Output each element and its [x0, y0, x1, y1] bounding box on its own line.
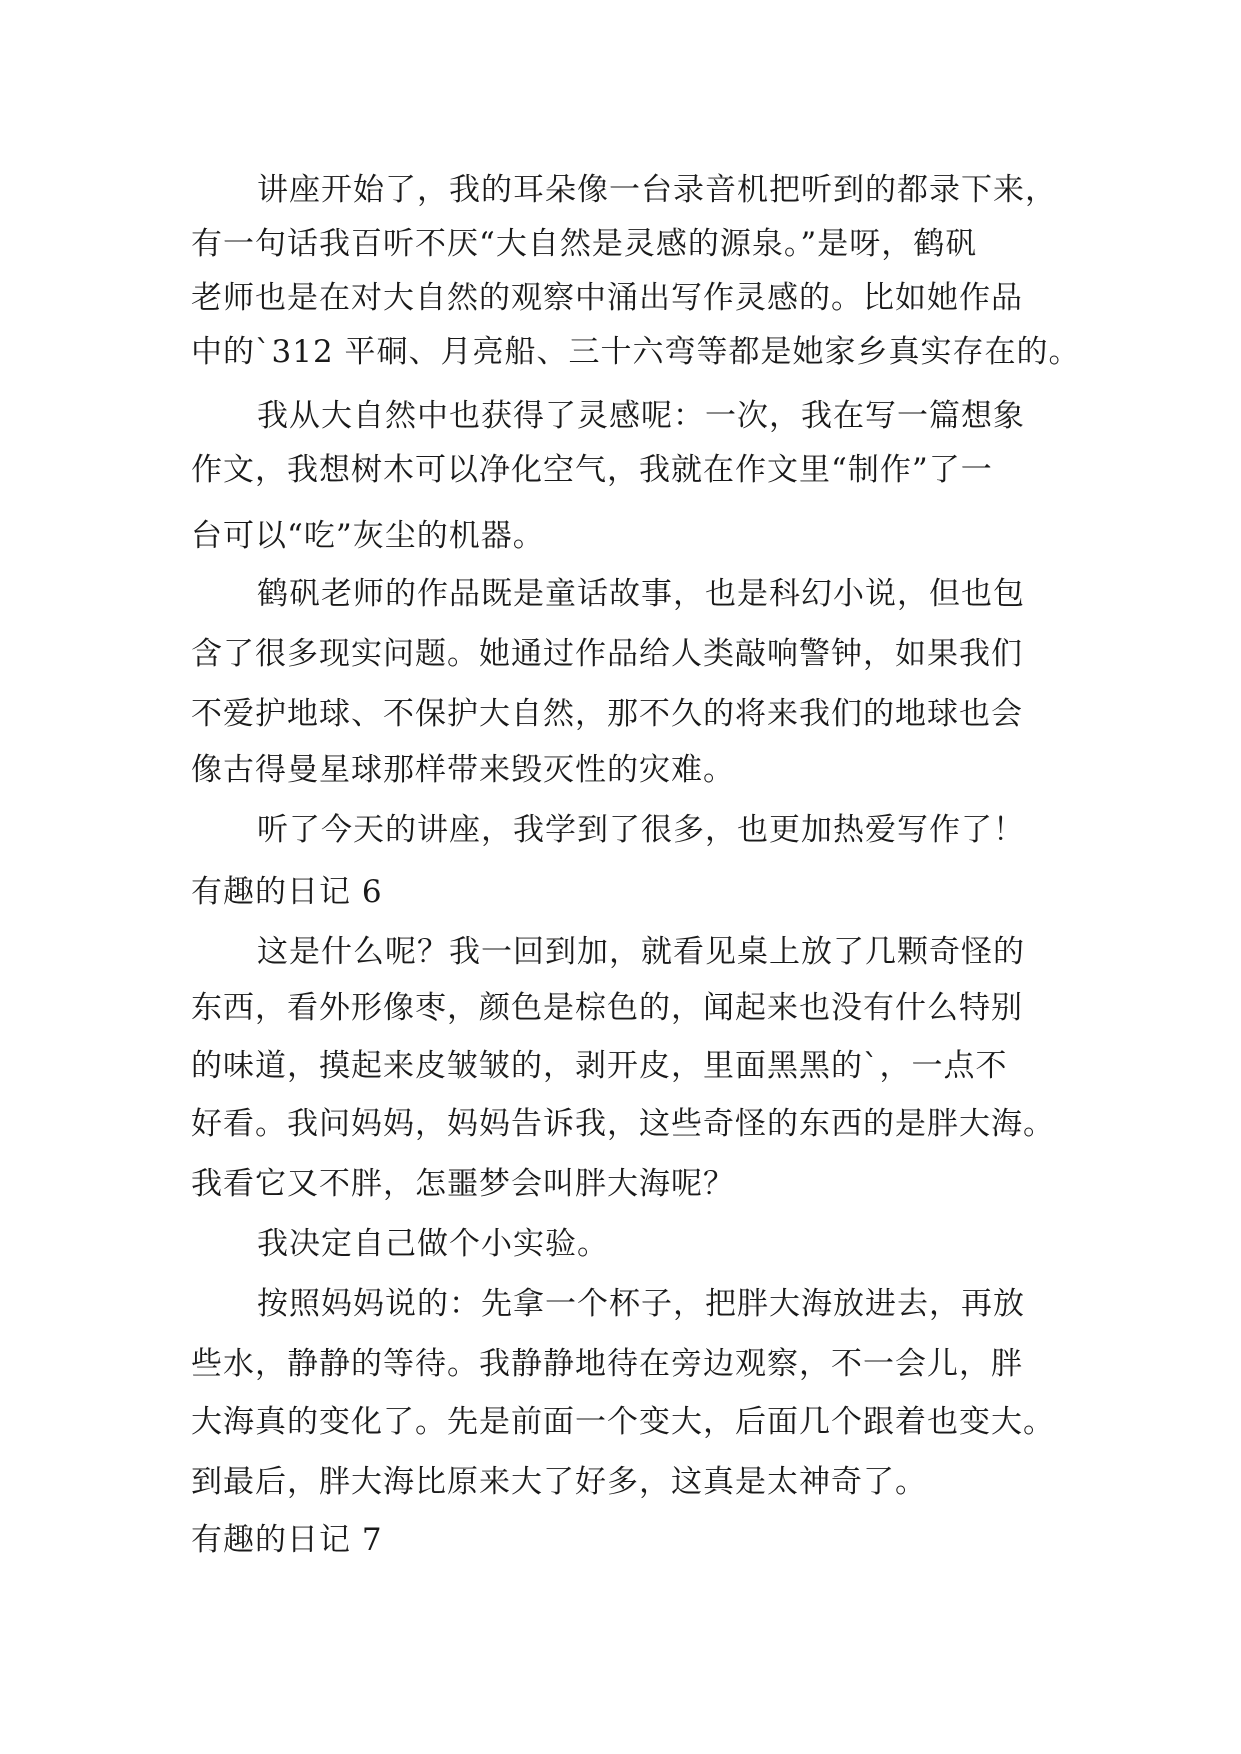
paragraph-line: 到最后，胖大海比原来大了好多，这真是太神奇了。: [191, 1464, 927, 1500]
paragraph-line: 的味道，摸起来皮皱皱的，剥开皮，里面黑黑的`，一点不: [191, 1048, 1008, 1084]
paragraph-line: 我看它又不胖，怎噩梦会叫胖大海呢？: [191, 1166, 735, 1202]
section-heading: 有趣的日记 7: [191, 1522, 383, 1558]
section-heading: 有趣的日记 6: [191, 874, 383, 910]
paragraph-line: 老师也是在对大自然的观察中涌出写作灵感的。比如她作品: [191, 280, 1023, 316]
paragraph-line: 按照妈妈说的：先拿一个杯子，把胖大海放进去，再放: [257, 1286, 1025, 1322]
paragraph-line: 我决定自己做个小实验。: [257, 1226, 609, 1262]
paragraph-line: 中的`312 平硐、月亮船、三十六弯等都是她家乡真实存在的。: [191, 334, 1081, 370]
paragraph-line: 台可以“吃”灰尘的机器。: [191, 518, 545, 554]
paragraph-line: 有一句话我百听不厌“大自然是灵感的源泉。”是呀，鹤矾: [191, 226, 978, 262]
paragraph-line: 讲座开始了，我的耳朵像一台录音机把听到的都录下来，: [257, 172, 1057, 208]
paragraph-line: 好看。我问妈妈，妈妈告诉我，这些奇怪的东西的是胖大海。: [191, 1106, 1055, 1142]
paragraph-line: 像古得曼星球那样带来毁灭性的灾难。: [191, 752, 735, 788]
paragraph-line: 不爱护地球、不保护大自然，那不久的将来我们的地球也会: [191, 696, 1023, 732]
paragraph-line: 鹤矾老师的作品既是童话故事，也是科幻小说，但也包: [257, 576, 1025, 612]
paragraph-line: 东西，看外形像枣，颜色是棕色的，闻起来也没有什么特别: [191, 990, 1023, 1026]
paragraph-line: 大海真的变化了。先是前面一个变大，后面几个跟着也变大。: [191, 1404, 1055, 1440]
paragraph-line: 我从大自然中也获得了灵感呢：一次，我在写一篇想象: [257, 398, 1025, 434]
paragraph-line: 作文，我想树木可以净化空气，我就在作文里“制作”了一: [191, 452, 993, 488]
paragraph-line: 些水，静静的等待。我静静地待在旁边观察，不一会儿，胖: [191, 1346, 1023, 1382]
paragraph-line: 听了今天的讲座，我学到了很多，也更加热爱写作了！: [257, 812, 1025, 848]
paragraph-line: 含了很多现实问题。她通过作品给人类敲响警钟，如果我们: [191, 636, 1023, 672]
paragraph-line: 这是什么呢？我一回到加，就看见桌上放了几颗奇怪的: [257, 934, 1025, 970]
